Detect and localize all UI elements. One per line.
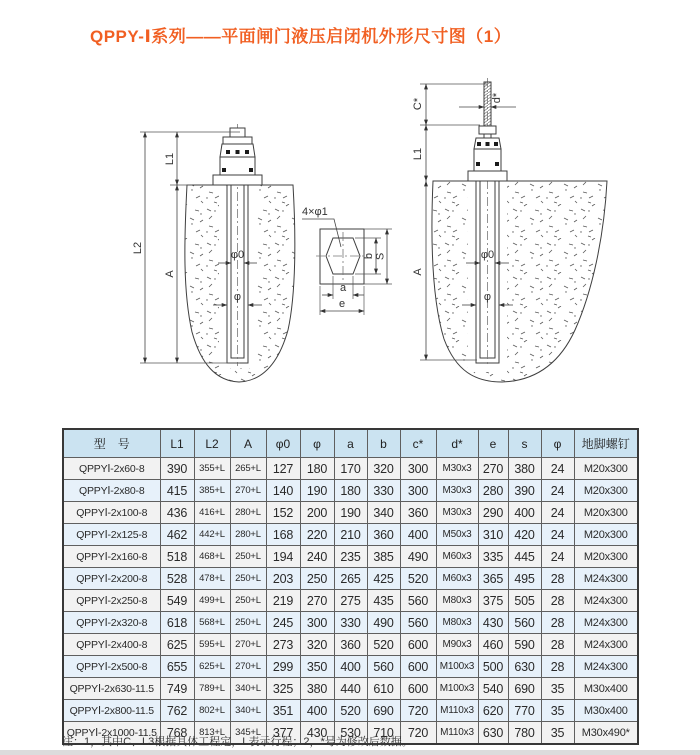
value-cell: M60x3 <box>436 568 478 590</box>
value-cell: M100x3 <box>436 678 478 700</box>
table-row <box>63 546 638 568</box>
bolt <box>236 150 240 154</box>
value-cell: 350 <box>300 656 334 678</box>
value-cell: 430 <box>300 722 334 745</box>
value-cell: 435 <box>367 590 400 612</box>
column-header: a <box>334 429 367 458</box>
value-cell: 600 <box>400 634 436 656</box>
value-cell: 530 <box>334 722 367 745</box>
rod-stem <box>484 134 491 138</box>
model-cell: QPPYⅠ-2x320-8 <box>63 612 160 634</box>
value-cell: 170 <box>334 458 367 480</box>
model-cell: QPPYⅠ-2x200-8 <box>63 568 160 590</box>
value-cell: 245 <box>266 612 300 634</box>
column-header: A <box>230 429 266 458</box>
callout-label: 4×φ1 <box>302 206 328 218</box>
value-cell: 300 <box>400 458 436 480</box>
dimension-table-wrap <box>62 428 639 745</box>
value-cell: 655 <box>160 656 194 678</box>
value-cell: 355+L <box>194 458 230 480</box>
dim-label-A: A <box>164 270 176 278</box>
table-body <box>63 458 638 745</box>
table-header-row <box>63 429 638 458</box>
value-cell: 235 <box>334 546 367 568</box>
value-cell: 520 <box>367 634 400 656</box>
value-cell: 540 <box>478 678 508 700</box>
footnote: 注：1，其中C、L3根据具体工程定，L表示行程；2，*号为修改后数据。 <box>62 736 413 748</box>
value-cell: 250+L <box>230 568 266 590</box>
column-header: L1 <box>160 429 194 458</box>
foundation-outline <box>432 181 607 382</box>
value-cell: 549 <box>160 590 194 612</box>
bolt <box>222 168 226 172</box>
value-cell: 490 <box>400 546 436 568</box>
table-row <box>63 458 638 480</box>
value-cell: 325 <box>266 678 300 700</box>
value-cell: 400 <box>508 502 541 524</box>
value-cell: 610 <box>367 678 400 700</box>
value-cell: 35 <box>541 700 574 722</box>
value-cell: M20x300 <box>574 458 638 480</box>
column-header: φ <box>300 429 334 458</box>
value-cell: 560 <box>508 612 541 634</box>
value-cell: 35 <box>541 678 574 700</box>
value-cell: 400 <box>334 656 367 678</box>
value-cell: 270+L <box>230 634 266 656</box>
value-cell: 630 <box>508 656 541 678</box>
value-cell: 499+L <box>194 590 230 612</box>
model-cell: QPPYⅠ-2x250-8 <box>63 590 160 612</box>
value-cell: M20x300 <box>574 524 638 546</box>
value-cell: M30x400 <box>574 700 638 722</box>
value-cell: M20x300 <box>574 546 638 568</box>
value-cell: M110x3 <box>436 700 478 722</box>
value-cell: 275 <box>334 590 367 612</box>
value-cell: M24x300 <box>574 590 638 612</box>
top-view-detail <box>302 206 392 315</box>
column-header: d* <box>436 429 478 458</box>
value-cell: 280+L <box>230 524 266 546</box>
value-cell: 210 <box>334 524 367 546</box>
value-cell: 600 <box>400 678 436 700</box>
model-cell: QPPYⅠ-2x800-11.5 <box>63 700 160 722</box>
value-cell: 440 <box>334 678 367 700</box>
value-cell: 528 <box>160 568 194 590</box>
callout-leader <box>302 219 341 247</box>
value-cell: 690 <box>508 678 541 700</box>
bolt <box>477 142 481 146</box>
value-cell: 270+L <box>230 480 266 502</box>
piston-rod <box>484 82 491 126</box>
model-cell: QPPYⅠ-2x80-8 <box>63 480 160 502</box>
value-cell: 219 <box>266 590 300 612</box>
value-cell: 28 <box>541 656 574 678</box>
value-cell: 330 <box>367 480 400 502</box>
value-cell: 340+L <box>230 700 266 722</box>
value-cell: M20x300 <box>574 502 638 524</box>
column-header: c* <box>400 429 436 458</box>
page-edge <box>0 750 700 755</box>
value-cell: 340 <box>367 502 400 524</box>
value-cell: 365 <box>478 568 508 590</box>
value-cell: 280+L <box>230 502 266 524</box>
value-cell: 250 <box>300 568 334 590</box>
value-cell: 200 <box>300 502 334 524</box>
value-cell: 710 <box>367 722 400 745</box>
value-cell: 505 <box>508 590 541 612</box>
value-cell: M30x490* <box>574 722 638 745</box>
column-header: b <box>367 429 400 458</box>
value-cell: 340+L <box>230 678 266 700</box>
value-cell: 375 <box>478 590 508 612</box>
column-header: e <box>478 429 508 458</box>
value-cell: 462 <box>160 524 194 546</box>
bolt <box>226 150 230 154</box>
value-cell: 300 <box>400 480 436 502</box>
value-cell: 360 <box>400 502 436 524</box>
dim-label-phi0: φ0 <box>230 249 245 261</box>
value-cell: 749 <box>160 678 194 700</box>
value-cell: 300 <box>300 612 334 634</box>
value-cell: 720 <box>400 722 436 745</box>
value-cell: 265+L <box>230 458 266 480</box>
value-cell: 250+L <box>230 546 266 568</box>
value-cell: 520 <box>400 568 436 590</box>
value-cell: 478+L <box>194 568 230 590</box>
value-cell: M30x3 <box>436 458 478 480</box>
value-cell: 140 <box>266 480 300 502</box>
value-cell: 335 <box>478 546 508 568</box>
value-cell: 345+L <box>230 722 266 745</box>
value-cell: 351 <box>266 700 300 722</box>
value-cell: 24 <box>541 480 574 502</box>
value-cell: M80x3 <box>436 590 478 612</box>
value-cell: 220 <box>300 524 334 546</box>
value-cell: 320 <box>300 634 334 656</box>
value-cell: 265 <box>334 568 367 590</box>
rod-collar <box>479 126 496 134</box>
value-cell: 194 <box>266 546 300 568</box>
cylinder-body <box>474 149 501 171</box>
column-header: s <box>508 429 541 458</box>
table-row <box>63 524 638 546</box>
value-cell: 35 <box>541 722 574 745</box>
value-cell: 625 <box>160 634 194 656</box>
value-cell: M80x3 <box>436 612 478 634</box>
left-elevation-drawing <box>132 124 295 382</box>
value-cell: M30x3 <box>436 502 478 524</box>
value-cell: M24x300 <box>574 568 638 590</box>
value-cell: M90x3 <box>436 634 478 656</box>
value-cell: 180 <box>300 458 334 480</box>
value-cell: M100x3 <box>436 656 478 678</box>
value-cell: 445 <box>508 546 541 568</box>
dimension-table <box>62 428 639 745</box>
value-cell: 180 <box>334 480 367 502</box>
value-cell: 360 <box>367 524 400 546</box>
dim-label-L2: L2 <box>132 241 144 255</box>
dim-label-a: a <box>339 282 347 294</box>
table-row <box>63 656 638 678</box>
value-cell: 270 <box>300 590 334 612</box>
value-cell: 190 <box>334 502 367 524</box>
bolt <box>495 162 499 166</box>
value-cell: 495 <box>508 568 541 590</box>
dim-label-e: e <box>338 298 346 310</box>
value-cell: M110x3 <box>436 722 478 745</box>
bolt <box>494 142 498 146</box>
column-header: 型 号 <box>63 429 160 458</box>
value-cell: 152 <box>266 502 300 524</box>
value-cell: 500 <box>478 656 508 678</box>
value-cell: 168 <box>266 524 300 546</box>
value-cell: M30x400 <box>574 678 638 700</box>
value-cell: 28 <box>541 590 574 612</box>
right-elevation-drawing <box>412 78 607 382</box>
value-cell: 789+L <box>194 678 230 700</box>
value-cell: 270 <box>478 458 508 480</box>
value-cell: M24x300 <box>574 656 638 678</box>
value-cell: 385+L <box>194 480 230 502</box>
value-cell: 240 <box>300 546 334 568</box>
table-row <box>63 612 638 634</box>
value-cell: 618 <box>160 612 194 634</box>
value-cell: 390 <box>160 458 194 480</box>
value-cell: 360 <box>334 634 367 656</box>
bolt <box>476 162 480 166</box>
base-flange <box>468 171 507 181</box>
value-cell: 299 <box>266 656 300 678</box>
value-cell: 720 <box>400 700 436 722</box>
table-row <box>63 480 638 502</box>
value-cell: 690 <box>367 700 400 722</box>
dim-label-phi0: φ0 <box>480 249 495 261</box>
value-cell: 24 <box>541 502 574 524</box>
bolt <box>486 142 490 146</box>
value-cell: 620 <box>478 700 508 722</box>
value-cell: 28 <box>541 568 574 590</box>
value-cell: 280 <box>478 480 508 502</box>
table-row <box>63 700 638 722</box>
value-cell: 518 <box>160 546 194 568</box>
value-cell: 568+L <box>194 612 230 634</box>
dim-label-C: C* <box>412 97 424 111</box>
value-cell: 400 <box>300 700 334 722</box>
bolt <box>245 150 249 154</box>
value-cell: 442+L <box>194 524 230 546</box>
value-cell: 310 <box>478 524 508 546</box>
value-cell: 330 <box>334 612 367 634</box>
value-cell: 390 <box>508 480 541 502</box>
value-cell: 625+L <box>194 656 230 678</box>
dim-label-b: b <box>363 252 375 260</box>
model-cell: QPPYⅠ-2x400-8 <box>63 634 160 656</box>
value-cell: 380 <box>508 458 541 480</box>
value-cell: M30x3 <box>436 480 478 502</box>
value-cell: 416+L <box>194 502 230 524</box>
value-cell: 24 <box>541 546 574 568</box>
value-cell: 590 <box>508 634 541 656</box>
value-cell: M24x300 <box>574 612 638 634</box>
value-cell: 24 <box>541 524 574 546</box>
value-cell: 320 <box>367 458 400 480</box>
value-cell: 203 <box>266 568 300 590</box>
table-row <box>63 678 638 700</box>
value-cell: 190 <box>300 480 334 502</box>
dim-label-phi: φ <box>483 291 492 303</box>
model-cell: QPPYⅠ-2x160-8 <box>63 546 160 568</box>
table-row <box>63 502 638 524</box>
model-cell: QPPYⅠ-2x630-11.5 <box>63 678 160 700</box>
value-cell: 290 <box>478 502 508 524</box>
column-header: 地脚螺钉 <box>574 429 638 458</box>
value-cell: 377 <box>266 722 300 745</box>
dim-label-phi: φ <box>233 291 242 303</box>
value-cell: 250+L <box>230 612 266 634</box>
value-cell: M50x3 <box>436 524 478 546</box>
value-cell: 762 <box>160 700 194 722</box>
column-header: φ0 <box>266 429 300 458</box>
dim-label-L1: L1 <box>164 152 176 166</box>
table-row <box>63 634 638 656</box>
value-cell: 802+L <box>194 700 230 722</box>
dim-label-S: S <box>374 252 387 261</box>
value-cell: 520 <box>334 700 367 722</box>
dim-label-d: d* <box>491 92 503 104</box>
cylinder-body <box>220 157 255 175</box>
value-cell: 468+L <box>194 546 230 568</box>
bolt <box>249 168 253 172</box>
value-cell: 400 <box>400 524 436 546</box>
table-row <box>63 590 638 612</box>
value-cell: 780 <box>508 722 541 745</box>
value-cell: 630 <box>478 722 508 745</box>
value-cell: M60x3 <box>436 546 478 568</box>
value-cell: 415 <box>160 480 194 502</box>
value-cell: 436 <box>160 502 194 524</box>
column-header: φ <box>541 429 574 458</box>
value-cell: 460 <box>478 634 508 656</box>
value-cell: 425 <box>367 568 400 590</box>
page-title: QPPY-Ⅰ系列——平面闸门液压启闭机外形尺寸图（1） <box>90 27 512 46</box>
value-cell: 28 <box>541 612 574 634</box>
model-cell: QPPYⅠ-2x100-8 <box>63 502 160 524</box>
dim-label-A: A <box>412 268 424 276</box>
value-cell: 430 <box>478 612 508 634</box>
column-header: L2 <box>194 429 230 458</box>
value-cell: M24x300 <box>574 634 638 656</box>
base-flange <box>213 175 262 185</box>
value-cell: 385 <box>367 546 400 568</box>
value-cell: 560 <box>367 656 400 678</box>
top-cap <box>230 128 245 137</box>
table-row <box>63 568 638 590</box>
value-cell: 490 <box>367 612 400 634</box>
value-cell: 127 <box>266 458 300 480</box>
value-cell: 24 <box>541 458 574 480</box>
top-plate <box>223 137 252 144</box>
model-cell: QPPYⅠ-2x500-8 <box>63 656 160 678</box>
value-cell: 560 <box>400 612 436 634</box>
value-cell: 273 <box>266 634 300 656</box>
value-cell: M20x300 <box>574 480 638 502</box>
model-cell: QPPYⅠ-2x1000-11.5 <box>63 722 160 745</box>
value-cell: 600 <box>400 656 436 678</box>
value-cell: 770 <box>508 700 541 722</box>
value-cell: 380 <box>300 678 334 700</box>
value-cell: 420 <box>508 524 541 546</box>
value-cell: 595+L <box>194 634 230 656</box>
value-cell: 28 <box>541 634 574 656</box>
value-cell: 813+L <box>194 722 230 745</box>
value-cell: 250+L <box>230 590 266 612</box>
value-cell: 768 <box>160 722 194 745</box>
model-cell: QPPYⅠ-2x60-8 <box>63 458 160 480</box>
value-cell: 560 <box>400 590 436 612</box>
dim-label-L1: L1 <box>412 147 424 161</box>
model-cell: QPPYⅠ-2x125-8 <box>63 524 160 546</box>
value-cell: 270+L <box>230 656 266 678</box>
